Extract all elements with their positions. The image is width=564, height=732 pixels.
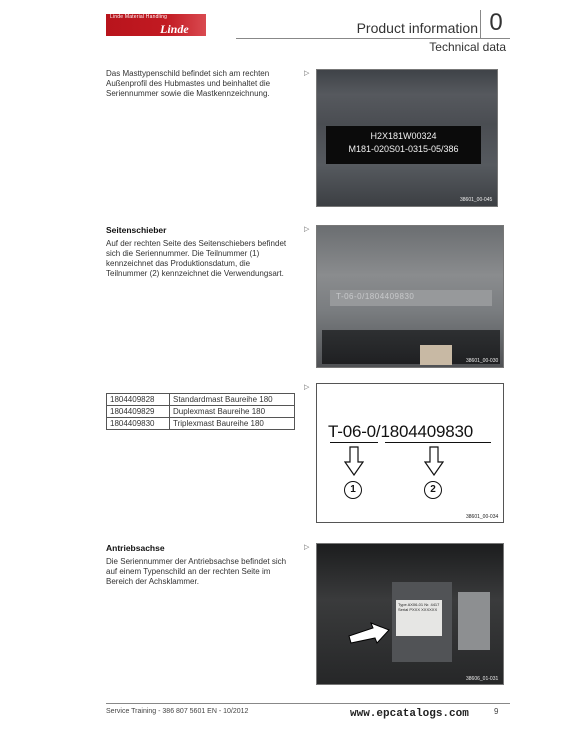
underline-2: [385, 442, 491, 443]
table-cell-desc: Triplexmast Baureihe 180: [170, 418, 295, 430]
down-arrow-icon: [424, 446, 444, 476]
axle-text: Die Seriennummer der Antriebsachse befindet sich auf einem Typenschild an der rechten Seite im Bereich der Achsklammer.: [106, 557, 287, 586]
axle-plate-text: Type AX06-01 Nr. 4417 Serial PXXX XXXXXX: [398, 602, 440, 612]
part-number: [328, 422, 473, 442]
part-code: 1804409830: [380, 422, 474, 441]
diagram-caption: 38601_00-034: [466, 514, 499, 520]
sideshift-photo-caption: 38601_00-030: [466, 358, 499, 364]
sideshift-heading: Seitenschieber: [106, 225, 167, 235]
header-rule: [236, 38, 510, 39]
sideshift-block: [420, 345, 452, 365]
page-number: 9: [494, 707, 499, 716]
mast-code-table: [106, 393, 295, 430]
triangle-right-icon: ▷: [304, 70, 310, 77]
marker-1: 1: [344, 481, 362, 499]
header-divider: [480, 10, 481, 39]
underline-1: [330, 442, 378, 443]
axle-clamp: [458, 592, 490, 650]
table-cell-desc: Duplexmast Baureihe 180: [170, 406, 295, 418]
watermark[interactable]: www.epcatalogs.com: [350, 708, 469, 720]
axle-photo-caption: 38606_01-031: [466, 676, 499, 682]
table-cell-code: 1804409828: [107, 394, 170, 406]
sideshift-photo-text: T-06-0/1804409830: [336, 292, 415, 301]
triangle-right-icon: ▷: [304, 544, 310, 551]
mast-text: Das Masttypenschild befindet sich am rechten Außenprofil des Hubmastes und beinhaltet die Seriennummer sowie die Mastkennzeichnung.: [106, 69, 271, 98]
page-title: Product information: [356, 20, 478, 36]
footer-rule: [106, 703, 510, 704]
table-cell-code: 1804409830: [107, 418, 170, 430]
table-cell-code: 1804409829: [107, 406, 170, 418]
axle-heading: Antriebsachse: [106, 543, 165, 553]
page-subtitle: Technical data: [429, 40, 506, 54]
mast-photo-caption: 38601_00-045: [460, 197, 493, 203]
pointer-arrow-icon: [347, 622, 391, 644]
table-row: [107, 406, 295, 418]
sideshift-text: Auf der rechten Seite des Seitenschiebers befindet sich die Seriennummer. Die Teilnummer (1) kennzeichnet das Produktionsdatum, die Teilnummer (2) kennzeichnet die Verwendungsart.: [106, 239, 287, 278]
plate-line2: M181-020S01-0315-05/386: [348, 144, 459, 154]
logo-brand: Linde: [160, 22, 189, 36]
chapter-number: 0: [489, 9, 503, 36]
table-cell-desc: Standardmast Baureihe 180: [170, 394, 295, 406]
triangle-right-icon: ▷: [304, 226, 310, 233]
table-row: [107, 418, 295, 430]
down-arrow-icon: [344, 446, 364, 476]
logo-tagline: Linde Material Handling: [110, 14, 168, 20]
marker-2: 2: [424, 481, 442, 499]
table-row: [107, 394, 295, 406]
plate-line1: H2X181W00324: [370, 131, 437, 141]
triangle-right-icon: ▷: [304, 384, 310, 391]
footer-text: Service Training - 386 807 5601 EN - 10/2012: [106, 708, 249, 715]
part-prefix: T-06-0/: [328, 422, 381, 441]
